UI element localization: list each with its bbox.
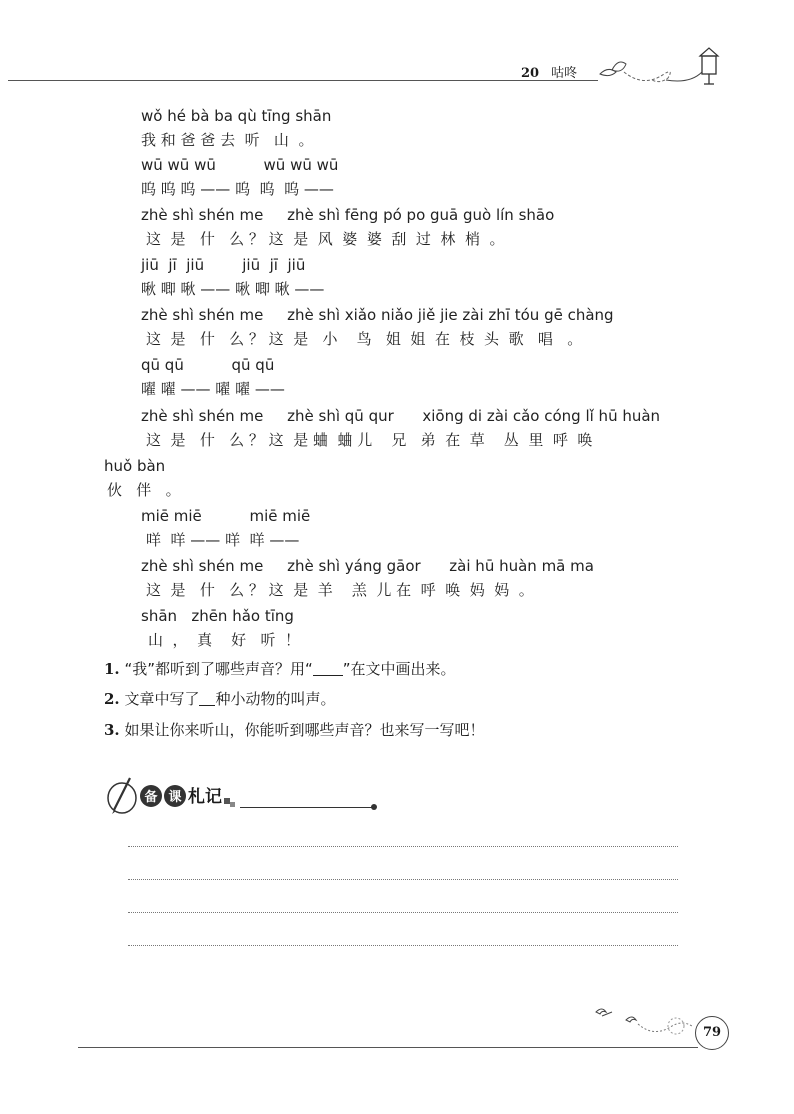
- question-1: [104, 658, 456, 679]
- chinese-line: 我 和 爸 爸 去 听 山 。: [141, 131, 314, 149]
- answer-blank[interactable]: [313, 675, 343, 676]
- question-number: 3.: [104, 721, 120, 739]
- chinese-line: 这 是 什 么 ？ 这 是 风 婆 婆 刮 过 林 梢 。: [146, 230, 505, 248]
- pinyin-line: jiū jī jiū jiū jī jiū: [141, 256, 306, 274]
- question-3: [104, 719, 484, 740]
- pinyin-line: miē miē miē miē: [141, 507, 311, 525]
- footer-rule: [78, 1047, 698, 1048]
- pinyin-line: huǒ bàn: [104, 457, 166, 475]
- chinese-line: 咩 咩 —— 咩 咩 ——: [146, 531, 300, 549]
- pen-badge-icon: [104, 776, 244, 816]
- notes-header-dot: [371, 804, 377, 810]
- birds-decoration-icon: [592, 1004, 696, 1040]
- page-number: 79: [695, 1016, 729, 1050]
- notes-section-header: [104, 776, 244, 820]
- notes-title: 札记: [188, 787, 222, 807]
- question-number: 2.: [104, 690, 120, 708]
- question-2: [104, 688, 335, 709]
- chinese-line: 呜 呜 呜 —— 呜 呜 呜 ——: [141, 180, 334, 198]
- pinyin-line: zhè shì shén me zhè shì xiǎo niǎo jiě jie zài zhī tóu gē chàng: [141, 306, 614, 324]
- notes-header-rule: [240, 807, 374, 808]
- lesson-header: [521, 62, 577, 81]
- pinyin-line: zhè shì shén me zhè shì qū qur xiōng di zài cǎo cóng lǐ hū huàn: [141, 407, 661, 425]
- question-number: 1.: [104, 660, 120, 678]
- notes-badge-2: 课: [168, 790, 182, 805]
- question-text: ”在文中画出来。: [342, 660, 456, 678]
- question-text: “我”都听到了哪些声音？用“: [124, 660, 313, 678]
- pinyin-line: wǒ hé bà ba qù tīng shān: [141, 107, 332, 125]
- writing-line[interactable]: [128, 879, 678, 880]
- chinese-line: 伙 伴 。: [107, 481, 181, 499]
- butterfly-lamp-decoration-icon: [594, 44, 724, 90]
- notes-badge-1: 备: [144, 790, 158, 805]
- question-text: 种小动物的叫声。: [215, 690, 336, 708]
- question-text: 如果让你来听山，你能听到哪些声音？也来写一写吧！: [124, 721, 485, 739]
- pinyin-line: zhè shì shén me zhè shì yáng gāor zài hū huàn mā ma: [141, 557, 594, 575]
- question-text: 文章中写了: [124, 690, 200, 708]
- lesson-title: 咕咚: [551, 66, 578, 81]
- pinyin-line: qū qū qū qū: [141, 356, 275, 374]
- chinese-line: 这 是 什 么 ？ 这 是 小 鸟 姐 姐 在 枝 头 歌 唱 。: [146, 330, 583, 348]
- lesson-number: 20: [521, 66, 540, 81]
- writing-line[interactable]: [128, 846, 678, 847]
- answer-blank[interactable]: [199, 705, 215, 706]
- writing-line[interactable]: [128, 945, 678, 946]
- pinyin-line: wū wū wū wū wū wū: [141, 156, 339, 174]
- pinyin-line: shān zhēn hǎo tīng: [141, 607, 294, 625]
- chinese-line: 山 ， 真 好 听 ！: [148, 631, 300, 649]
- chinese-line: 这 是 什 么 ？ 这 是 羊 羔 儿 在 呼 唤 妈 妈 。: [146, 581, 534, 599]
- chinese-line: 啾 唧 啾 —— 啾 唧 啾 ——: [141, 280, 325, 298]
- header-rule: [8, 80, 598, 81]
- chinese-line: 这 是 什 么 ？ 这 是 蛐 蛐 儿 兄 弟 在 草 丛 里 呼 唤: [146, 431, 593, 449]
- chinese-line: 嚁 嚁 —— 嚁 嚁 ——: [141, 380, 285, 398]
- writing-line[interactable]: [128, 912, 678, 913]
- pinyin-line: zhè shì shén me zhè shì fēng pó po guā guò lín shāo: [141, 206, 555, 224]
